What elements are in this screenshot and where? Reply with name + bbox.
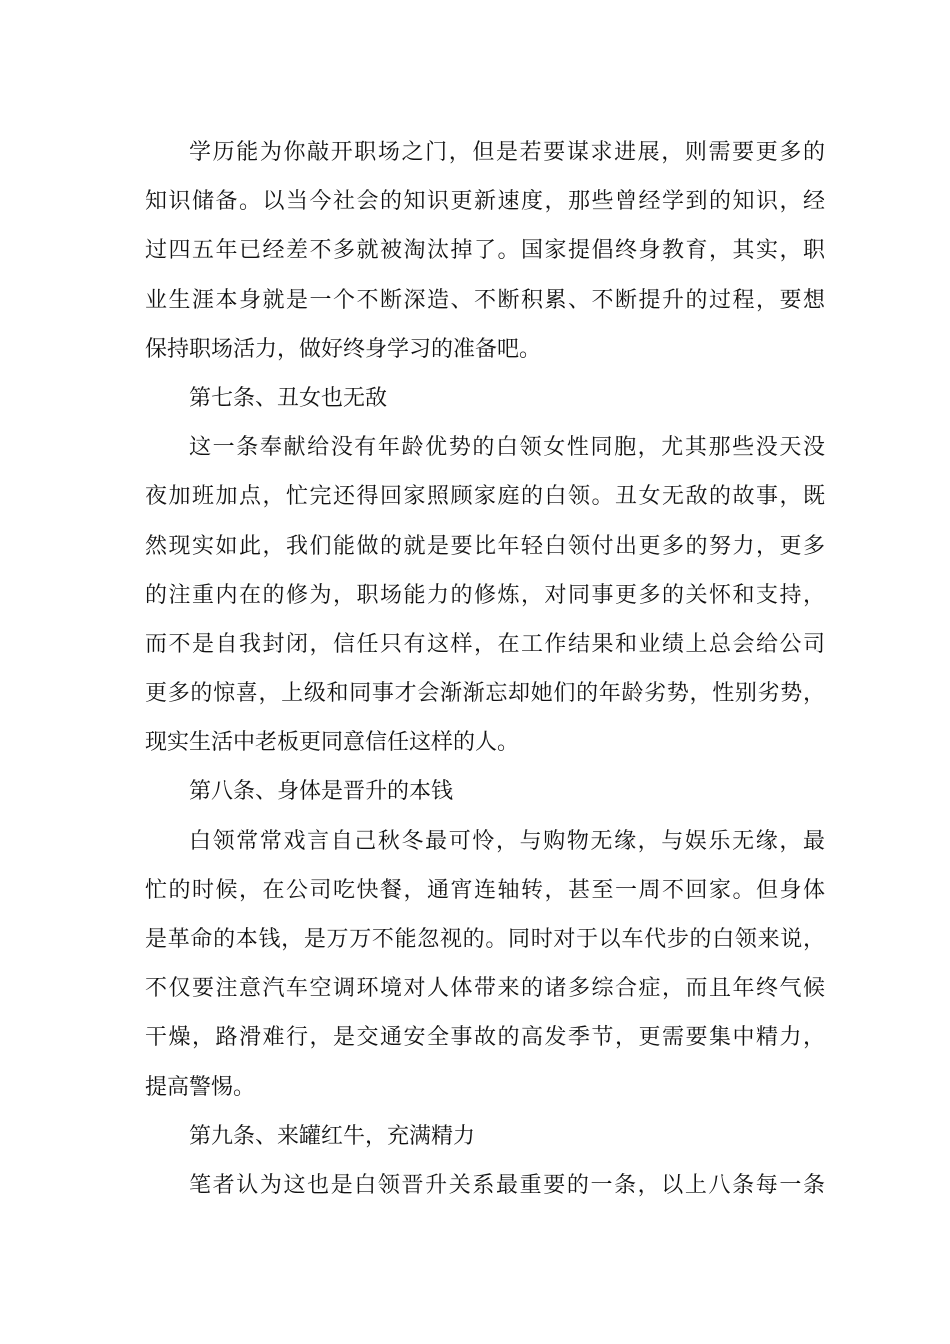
text-line: 提高警惕。 [145,1074,256,1100]
section-heading: 第九条、来罐红牛，充满精力 [189,1123,476,1149]
text-line: 这一条奉献给没有年龄优势的白领女性同胞，尤其那些没天没 [189,435,825,461]
text-line: 业生涯本身就是一个不断深造、不断积累、不断提升的过程，要想 [145,287,825,313]
text-line: 而不是自我封闭，信任只有这样，在工作结果和业绩上总会给公司 [145,631,825,657]
text-line: 忙的时候，在公司吃快餐，通宵连轴转，甚至一周不回家。但身体 [145,877,825,903]
text-line: 更多的惊喜，上级和同事才会渐渐忘却她们的年龄劣势，性别劣势， [145,681,825,707]
text-line: 知识储备。以当今社会的知识更新速度，那些曾经学到的知识，经 [145,189,825,215]
text-line: 的注重内在的修为，职场能力的修炼，对同事更多的关怀和支持， [145,582,825,608]
text-line: 现实生活中老板更同意信任这样的人。 [145,730,520,756]
text-line: 不仅要注意汽车空调环境对人体带来的诸多综合症，而且年终气候 [145,976,825,1002]
text-line: 是革命的本钱，是万万不能忽视的。同时对于以车代步的白领来说， [145,927,825,952]
text-line: 白领常常戏言自己秋冬最可怜，与购物无缘，与娱乐无缘，最 [189,828,825,854]
text-line: 夜加班加点，忙完还得回家照顾家庭的白领。丑女无敌的故事，既 [145,484,825,510]
text-line: 笔者认为这也是白领晋升关系最重要的一条，以上八条每一条 [189,1172,825,1198]
text-line: 过四五年已经差不多就被淘汰掉了。国家提倡终身教育，其实，职 [145,238,825,264]
text-line: 干燥，路滑难行，是交通安全事故的高发季节，更需要集中精力， [145,1025,825,1051]
text-line: 保持职场活力，做好终身学习的准备吧。 [145,336,542,362]
section-heading: 第八条、身体是晋升的本钱 [189,779,454,805]
section-heading: 第七条、丑女也无敌 [189,385,388,411]
text-line: 然现实如此，我们能做的就是要比年轻白领付出更多的努力，更多 [145,533,825,559]
text-line: 学历能为你敲开职场之门，但是若要谋求进展，则需要更多的 [189,140,825,165]
body-text [145,128,825,1210]
